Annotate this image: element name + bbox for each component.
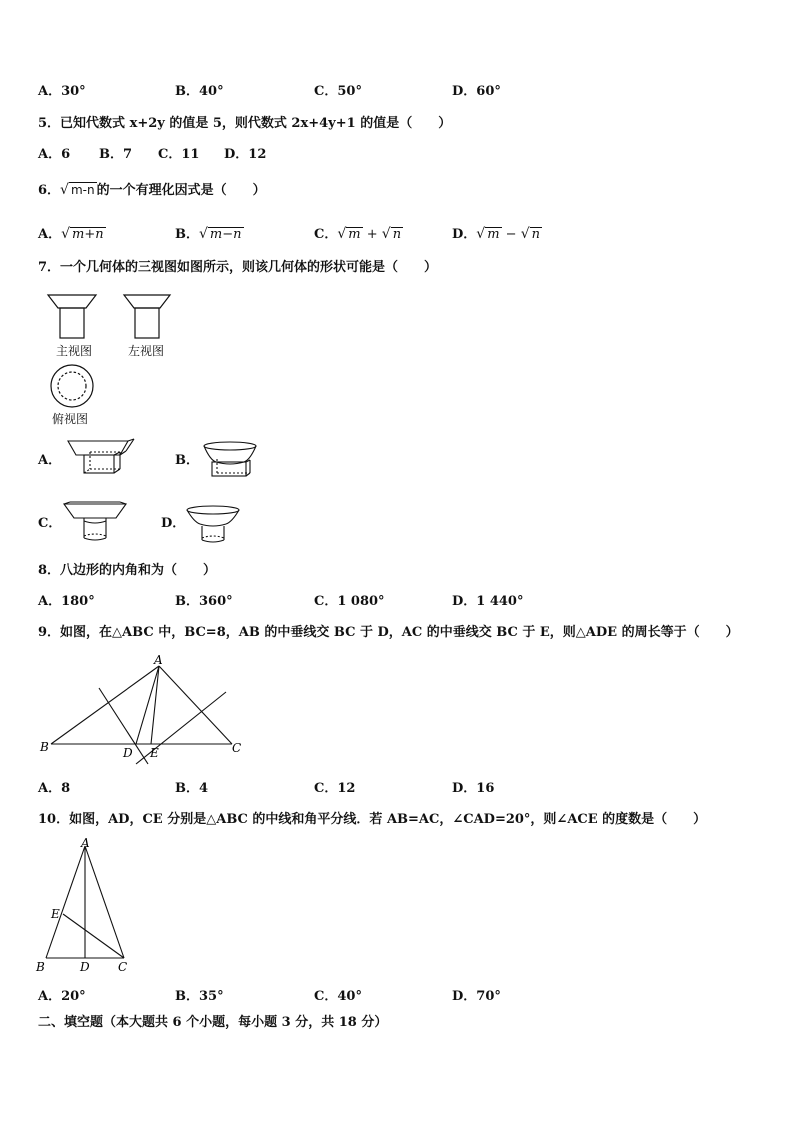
point-a-label: A	[154, 653, 163, 667]
q4-option-d: D．60°	[452, 84, 501, 99]
radical-sign-icon: √	[199, 226, 208, 242]
q7-option-d-solid	[184, 504, 242, 550]
q9-triangle-figure	[36, 652, 246, 768]
q7-option-c: C．	[38, 516, 62, 531]
radical-sign-icon: √	[60, 182, 69, 198]
q6-option-d: D．√ m − √ n	[452, 226, 540, 242]
top-view-label: 俯视图	[52, 412, 89, 426]
q9-option-c: C．12	[314, 781, 356, 796]
q4-option-a: A．30°	[38, 84, 86, 99]
q7-three-views-figure	[40, 290, 180, 430]
q5-option-b: B．7	[99, 147, 133, 162]
q6-expr-a: m+n	[72, 227, 104, 242]
q9-option-d: D．16	[452, 781, 495, 796]
q6-number: 6．	[38, 183, 61, 198]
q10-option-d: D．70°	[452, 989, 501, 1004]
point-c-label: C	[232, 741, 242, 755]
q4-option-b: B．40°	[175, 84, 224, 99]
segment-ce	[63, 914, 124, 958]
segment-ac	[85, 846, 124, 958]
q10-stem: 10．如图，AD，CE 分别是△ABC 的中线和角平分线．若 AB=AC，∠CAD=20°，则∠ACE 的度数是（ ）	[38, 812, 707, 827]
q6-label-d: D．	[452, 227, 477, 242]
q7-option-b-solid	[200, 440, 262, 482]
q6-radicand: m-n	[70, 183, 95, 197]
q9-option-a: A．8	[38, 781, 71, 796]
q6-expr-b: m−n	[209, 227, 242, 242]
point-c-label: C	[118, 960, 128, 974]
point-e-label: E	[51, 907, 60, 921]
q9-stem: 9．如图，在△ABC 中，BC=8，AB 的中垂线交 BC 于 D，AC 的中垂线交 BC 于 E，则△ADE 的周长等于（ ）	[38, 625, 739, 640]
q7-option-a: A．	[38, 453, 62, 468]
q5-option-d: D．12	[224, 147, 267, 162]
q7-option-d: D．	[161, 516, 186, 531]
q6-option-b	[175, 226, 244, 243]
q6-stem-rest: 的一个有理化因式是（ ）	[96, 183, 266, 198]
q6-option-c: C．√ m + √ n	[314, 226, 402, 242]
q6-expr-c2: n	[392, 227, 402, 242]
q8-option-c: C．1 080°	[314, 594, 385, 609]
q7-stem: 7．一个几何体的三视图如图所示，则该几何体的形状可能是（ ）	[38, 260, 438, 275]
q6-label-b: B．	[175, 227, 199, 242]
point-a-label: A	[81, 836, 90, 850]
q8-option-d: D．1 440°	[452, 594, 524, 609]
section-2-heading: 二、填空题（本大题共 6 个小题，每小题 3 分，共 18 分）	[38, 1015, 388, 1030]
segment-ab	[51, 666, 159, 744]
q10-triangle-figure	[34, 836, 138, 978]
point-b-label: B	[40, 740, 49, 754]
q10-option-c: C．40°	[314, 989, 362, 1004]
point-e-label: E	[150, 746, 159, 760]
radical-sign-icon: √	[337, 226, 347, 242]
q5-option-c: C．11	[158, 147, 200, 162]
main-view-drawing	[48, 295, 96, 338]
top-view-drawing	[51, 365, 93, 407]
point-d-label: D	[123, 746, 133, 760]
q10-option-a: A．20°	[38, 989, 86, 1004]
q6-stem	[38, 182, 266, 199]
point-d-label: D	[80, 960, 90, 974]
segment-ab	[46, 846, 85, 958]
radical-sign-icon: √	[381, 226, 391, 242]
q4-option-c: C．50°	[314, 84, 362, 99]
radical-sign-icon: √	[520, 226, 530, 242]
point-b-label: B	[36, 960, 45, 974]
q6-option-a	[38, 226, 106, 243]
main-view-label: 主视图	[56, 344, 93, 358]
q6-label-a: A．	[38, 227, 62, 242]
q5-option-a: A．6	[38, 147, 71, 162]
q8-option-a: A．180°	[38, 594, 95, 609]
q6-expr-d1: m	[487, 227, 500, 242]
q6-label-c: C．	[314, 227, 338, 242]
q6-expr-d2: n	[531, 227, 540, 242]
radical-sign-icon: √	[476, 226, 486, 242]
segment-ac	[159, 666, 232, 744]
q10-option-b: B．35°	[175, 989, 224, 1004]
q5-stem: 5．已知代数式 x+2y 的值是 5，则代数式 2x+4y+1 的值是（ ）	[38, 116, 452, 131]
q9-option-b: B．4	[175, 781, 209, 796]
left-view-label: 左视图	[128, 344, 165, 358]
q7-option-c-solid	[62, 500, 134, 546]
q8-option-b: B．360°	[175, 594, 233, 609]
q7-option-a-solid	[66, 437, 138, 479]
q8-stem: 8．八边形的内角和为（ ）	[38, 563, 217, 578]
q7-option-b: B．	[175, 453, 199, 468]
left-view-drawing	[124, 295, 170, 338]
radical-sign-icon: √	[61, 226, 71, 242]
q6-expr-c1: m	[348, 227, 361, 242]
